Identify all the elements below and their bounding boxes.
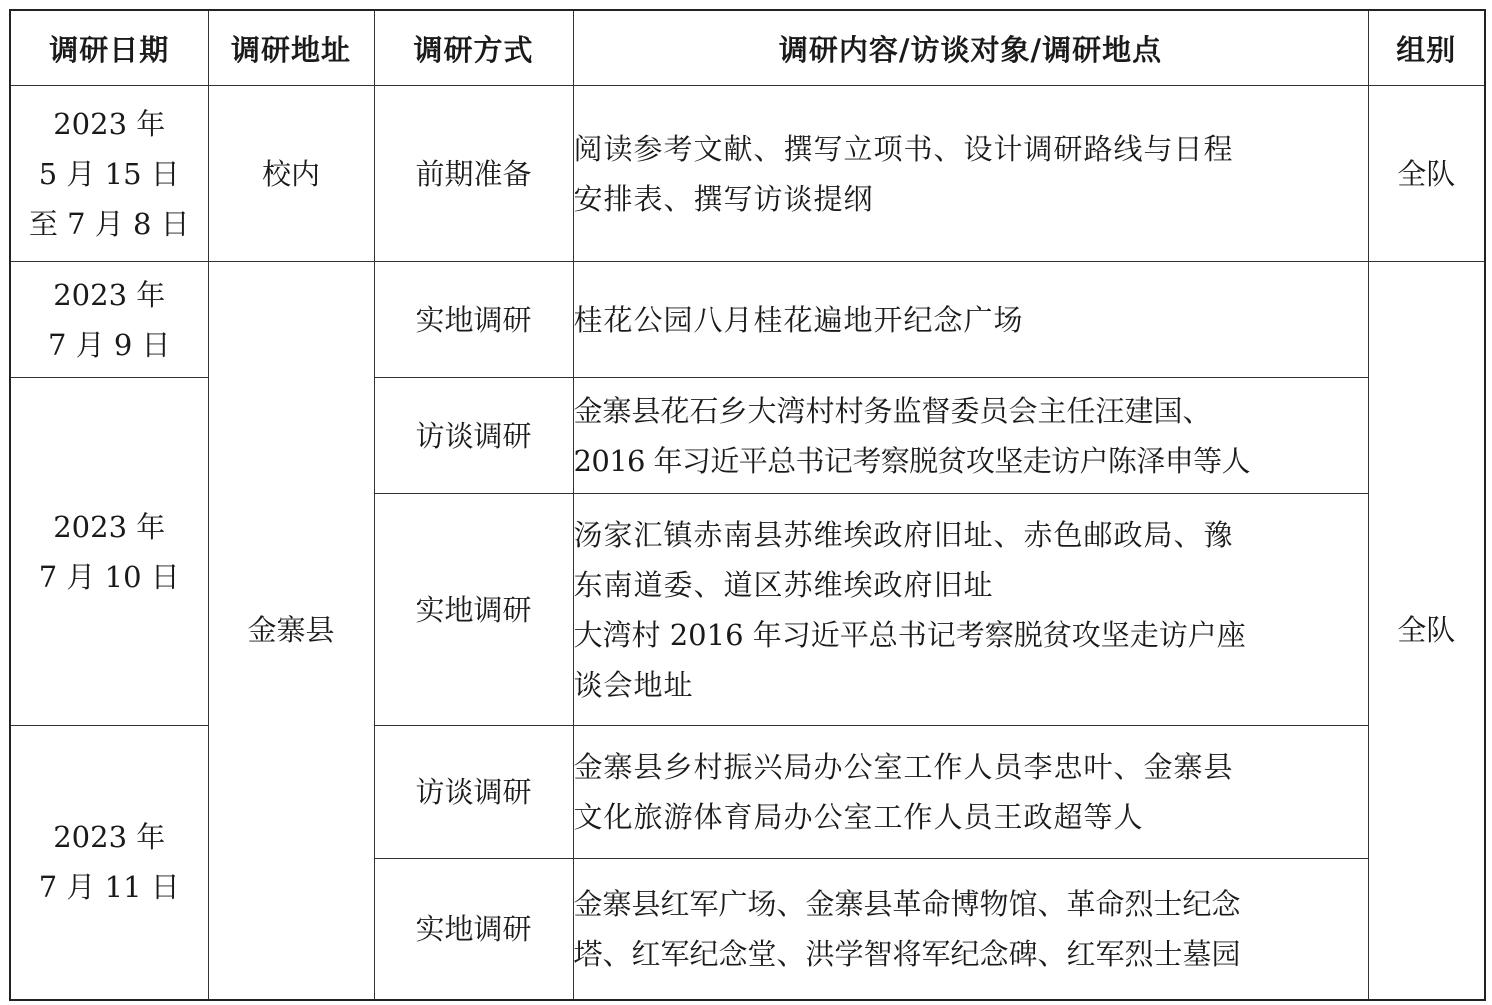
group-cell: 全队 bbox=[1368, 262, 1485, 1000]
location-cell: 校内 bbox=[208, 86, 374, 262]
method-cell: 访谈调研 bbox=[374, 378, 573, 494]
date-line: 2023 年 bbox=[53, 277, 166, 312]
header-method: 调研方式 bbox=[374, 10, 573, 86]
content-cell bbox=[573, 494, 1368, 726]
date-cell bbox=[10, 86, 208, 262]
header-location: 调研地址 bbox=[208, 10, 374, 86]
location-cell: 金寨县 bbox=[208, 262, 374, 1000]
date-cell bbox=[10, 378, 208, 726]
date-line: 2023 年 bbox=[53, 106, 166, 141]
header-date: 调研日期 bbox=[10, 10, 208, 86]
content-line: 汤家汇镇赤南县苏维埃政府旧址、赤色邮政局、豫 bbox=[573, 517, 1234, 552]
method-cell: 访谈调研 bbox=[374, 726, 573, 859]
content-cell bbox=[573, 859, 1368, 1000]
content-line: 大湾村 2016 年习近平总书记考察脱贫攻坚走访户座 bbox=[573, 617, 1246, 652]
date-line: 7 月 11 日 bbox=[38, 870, 180, 905]
content-line: 金寨县乡村振兴局办公室工作人员李忠叶、金寨县 bbox=[573, 750, 1234, 784]
content-line: 金寨县花石乡大湾村村务监督委员会主任汪建国、 bbox=[573, 393, 1212, 428]
header-content: 调研内容/访谈对象/调研地点 bbox=[573, 10, 1368, 86]
content-cell bbox=[573, 262, 1368, 378]
method-cell: 实地调研 bbox=[374, 262, 573, 378]
content-line: 东南道委、道区苏维埃政府旧址 bbox=[573, 567, 994, 602]
content-cell bbox=[573, 378, 1368, 494]
content-line: 阅读参考文献、撰写立项书、设计调研路线与日程 bbox=[573, 131, 1234, 166]
header-group: 组别 bbox=[1368, 10, 1485, 86]
date-cell bbox=[10, 262, 208, 378]
content-line: 文化旅游体育局办公室工作人员王政超等人 bbox=[573, 800, 1144, 834]
research-schedule-table bbox=[9, 9, 1486, 1001]
method-cell: 实地调研 bbox=[374, 859, 573, 1000]
content-line: 桂花公园八月桂花遍地开纪念广场 bbox=[573, 302, 1024, 337]
date-cell bbox=[10, 726, 208, 1000]
content-line: 安排表、撰写访谈提纲 bbox=[573, 181, 874, 216]
content-line: 塔、红军纪念堂、洪学智将军纪念碑、红军烈士墓园 bbox=[573, 936, 1241, 971]
date-line: 2023 年 bbox=[53, 509, 166, 544]
method-cell: 实地调研 bbox=[374, 494, 573, 726]
method-cell: 前期准备 bbox=[374, 86, 573, 262]
table-row bbox=[10, 262, 1485, 378]
date-line: 5 月 15 日 bbox=[38, 156, 180, 191]
content-cell bbox=[573, 86, 1368, 262]
header-row bbox=[10, 10, 1485, 86]
table-row bbox=[10, 86, 1485, 262]
date-line: 7 月 9 日 bbox=[47, 327, 171, 362]
content-line: 谈会地址 bbox=[573, 667, 694, 702]
group-cell: 全队 bbox=[1368, 86, 1485, 262]
content-line: 金寨县红军广场、金寨县革命博物馆、革命烈士纪念 bbox=[573, 886, 1241, 921]
content-line: 2016 年习近平总书记考察脱贫攻坚走访户陈泽申等人 bbox=[573, 443, 1250, 478]
date-line: 7 月 10 日 bbox=[38, 559, 180, 594]
content-cell bbox=[573, 726, 1368, 859]
date-line: 至 7 月 8 日 bbox=[28, 206, 190, 241]
date-line: 2023 年 bbox=[53, 820, 166, 855]
